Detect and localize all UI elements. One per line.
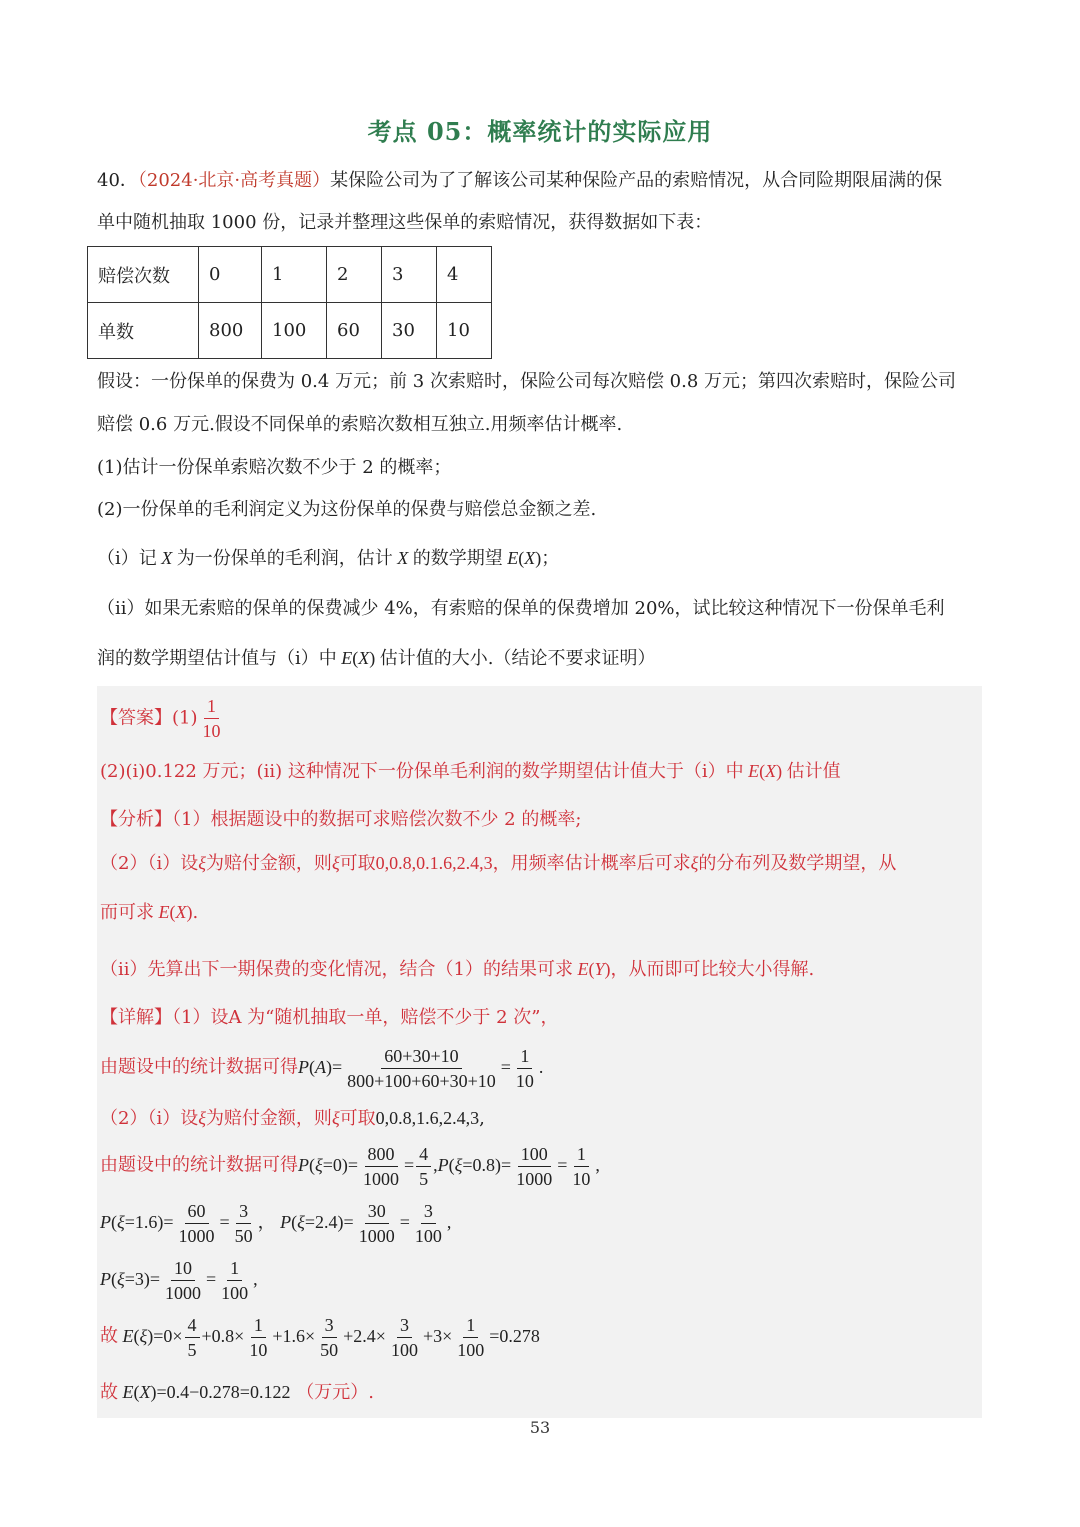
claims-table: [87, 246, 492, 359]
table-cell: 赔偿次数: [88, 247, 199, 303]
text: 可取: [339, 1108, 376, 1129]
text: （2）（i）设: [100, 853, 199, 874]
detail-tag: 【详解】: [100, 1007, 172, 1028]
answer-line-2: (2)(i)0.122 万元；(ii) 这种情况下一份保单毛利润的数学期望估计值大于（i）中 E(X) 估计值: [100, 761, 841, 782]
text: ；: [541, 548, 560, 569]
table-cell: 60: [327, 303, 382, 359]
detail-line-2: 由题设中的统计数据可得P(A)= $\frac{60+30+10}{800+100+60+30+10}$ = $\frac{1}{10}$ .: [100, 1046, 544, 1091]
text: （ii）先算出下一期保费的变化情况，结合（1）的结果可求: [100, 959, 573, 980]
text: 而可求: [100, 902, 154, 923]
text: 故: [100, 1325, 118, 1347]
text: （万元）.: [296, 1382, 374, 1403]
problem-source: （2024·北京·高考真题）: [137, 170, 331, 191]
analysis-line-3: 而可求 E(X).: [100, 902, 199, 923]
text: 由题设中的统计数据可得: [100, 1154, 298, 1176]
table-cell: 4: [437, 247, 492, 303]
text: 的数学期望: [412, 548, 503, 569]
text: （1）设A 为“随机抽取一单，赔偿不少于 2 次”，: [172, 1007, 559, 1028]
math-text: 0,0.8,0.1.6,2.4,3: [375, 853, 493, 873]
table-cell: 800: [199, 303, 262, 359]
table-cell: 0: [199, 247, 262, 303]
question-1: (1)估计一份保单索赔次数不少于 2 的概率；: [97, 457, 452, 478]
text: 可取: [339, 853, 376, 874]
table-cell: 3: [382, 247, 437, 303]
analysis-line-1: [100, 806, 581, 834]
fraction: $\frac{1}{10}$: [202, 696, 221, 741]
problem-stem-line-1: [97, 166, 987, 196]
text: (1): [172, 707, 198, 729]
analysis-line-4: （ii）先算出下一期保费的变化情况，结合（1）的结果可求 E(Y)，从而即可比较大小得解.: [100, 959, 815, 980]
stem-text-1: 某保险公司为了了解该公司某种保险产品的索赔情况，从合同险期限届满的保: [330, 170, 943, 191]
text: 为一份保单的毛利润，估计: [176, 548, 393, 569]
text: ，用频率估计概率后可求: [492, 853, 691, 874]
table-cell: 1: [262, 247, 327, 303]
detail-line-3: （2）（i）设ξ为赔付金额，则ξ可取0,0.8,1.6,2.4,3,: [100, 1108, 485, 1129]
text: （1）根据题设中的数据可求赔偿次数不少 2 的概率;: [172, 809, 582, 830]
text: 为赔付金额，则: [205, 853, 332, 874]
text: （2）（i）设: [100, 1108, 199, 1129]
text: 估计值: [786, 761, 841, 782]
text: ，从而即可比较大小得解.: [610, 959, 815, 980]
table-cell: 2: [327, 247, 382, 303]
table-cell: 单数: [88, 303, 199, 359]
question-2-i: （i）记 X 为一份保单的毛利润，估计 X 的数学期望 E(X)；: [97, 548, 560, 569]
text: 润的数学期望估计值与（i）中: [97, 648, 337, 669]
text: 为赔付金额，则: [205, 1108, 332, 1129]
table-row: [88, 303, 492, 359]
math-text: 0,0.8,1.6,2.4,3: [375, 1108, 480, 1128]
text: (2)(i)0.122 万元；(ii) 这种情况下一份保单毛利润的数学期望估计值大于（i）中: [100, 761, 744, 782]
detail-line-8: 故 E(X)=0.4−0.278=0.122 （万元）.: [100, 1382, 374, 1403]
text: 的分布列及数学期望，从: [698, 853, 897, 874]
question-2-ii-line-1: （ii）如果无索赔的保单的保费减少 4%，有索赔的保单的保费增加 20%，试比较这种情况下一份保单毛利: [97, 598, 945, 619]
question-2-ii-line-2: 润的数学期望估计值与（i）中 E(X) 估计值的大小.（结论不要求证明）: [97, 648, 656, 669]
table-row: [88, 247, 492, 303]
answer-line-1: [100, 694, 226, 743]
assumption-line-2: 赔偿 0.6 万元.假设不同保单的索赔次数相互独立.用频率估计概率.: [97, 414, 623, 435]
text: 故: [100, 1382, 118, 1403]
table-cell: 30: [382, 303, 437, 359]
text: 估计值的大小.（结论不要求证明）: [379, 648, 656, 669]
detail-line-7: 故 E(ξ)=0× $\frac{4}{5}$ +0.8× $\frac{1}{10}$ +1.6× $\frac{3}{50}$ +2.4× $\frac{3}{100}$ +3× $\frac{1}{100}$ =0.278: [100, 1315, 540, 1360]
table-cell: 10: [437, 303, 492, 359]
section-title: 考点 05：概率统计的实际应用: [367, 117, 713, 146]
question-2: (2)一份保单的毛利润定义为这份保单的保费与赔偿总金额之差.: [97, 499, 597, 520]
text: （i）记: [97, 548, 157, 569]
text: 由题设中的统计数据可得: [100, 1056, 298, 1078]
detail-line-6: P(ξ=3)= $\frac{10}{1000}$ = $\frac{1}{100}$ ,: [100, 1258, 258, 1303]
table-cell: 100: [262, 303, 327, 359]
problem-stem-line-2: 单中随机抽取 1000 份，记录并整理这些保单的索赔情况，获得数据如下表：: [97, 212, 713, 233]
page-number: 53: [529, 1418, 551, 1437]
detail-line-5: P(ξ=1.6)= $\frac{60}{1000}$ = $\frac{3}{50}$ ， P(ξ=2.4)= $\frac{30}{1000}$ = $\frac{3}{100}$ ,: [100, 1201, 452, 1246]
assumption-line-1: 假设：一份保单的保费为 0.4 万元；前 3 次索赔时，保险公司每次赔偿 0.8 万元；第四次索赔时，保险公司: [97, 371, 957, 392]
text: .: [192, 902, 199, 923]
answer-tag: 【答案】: [100, 707, 172, 729]
analysis-tag: 【分析】: [100, 809, 172, 830]
problem-number: 40．: [97, 170, 138, 191]
detail-line-1: [100, 1004, 558, 1032]
detail-line-4: 由题设中的统计数据可得P(ξ=0)= $\frac{800}{1000}$ = $\frac{4}{5}$ ,P(ξ=0.8)= $\frac{100}{1000}$ = $\frac{1}{10}$ ,: [100, 1144, 600, 1189]
analysis-line-2: （2）（i）设ξ为赔付金额，则ξ可取0,0.8,0.1.6,2.4,3，用频率估计概率后可求ξ的分布列及数学期望，从: [100, 853, 897, 874]
